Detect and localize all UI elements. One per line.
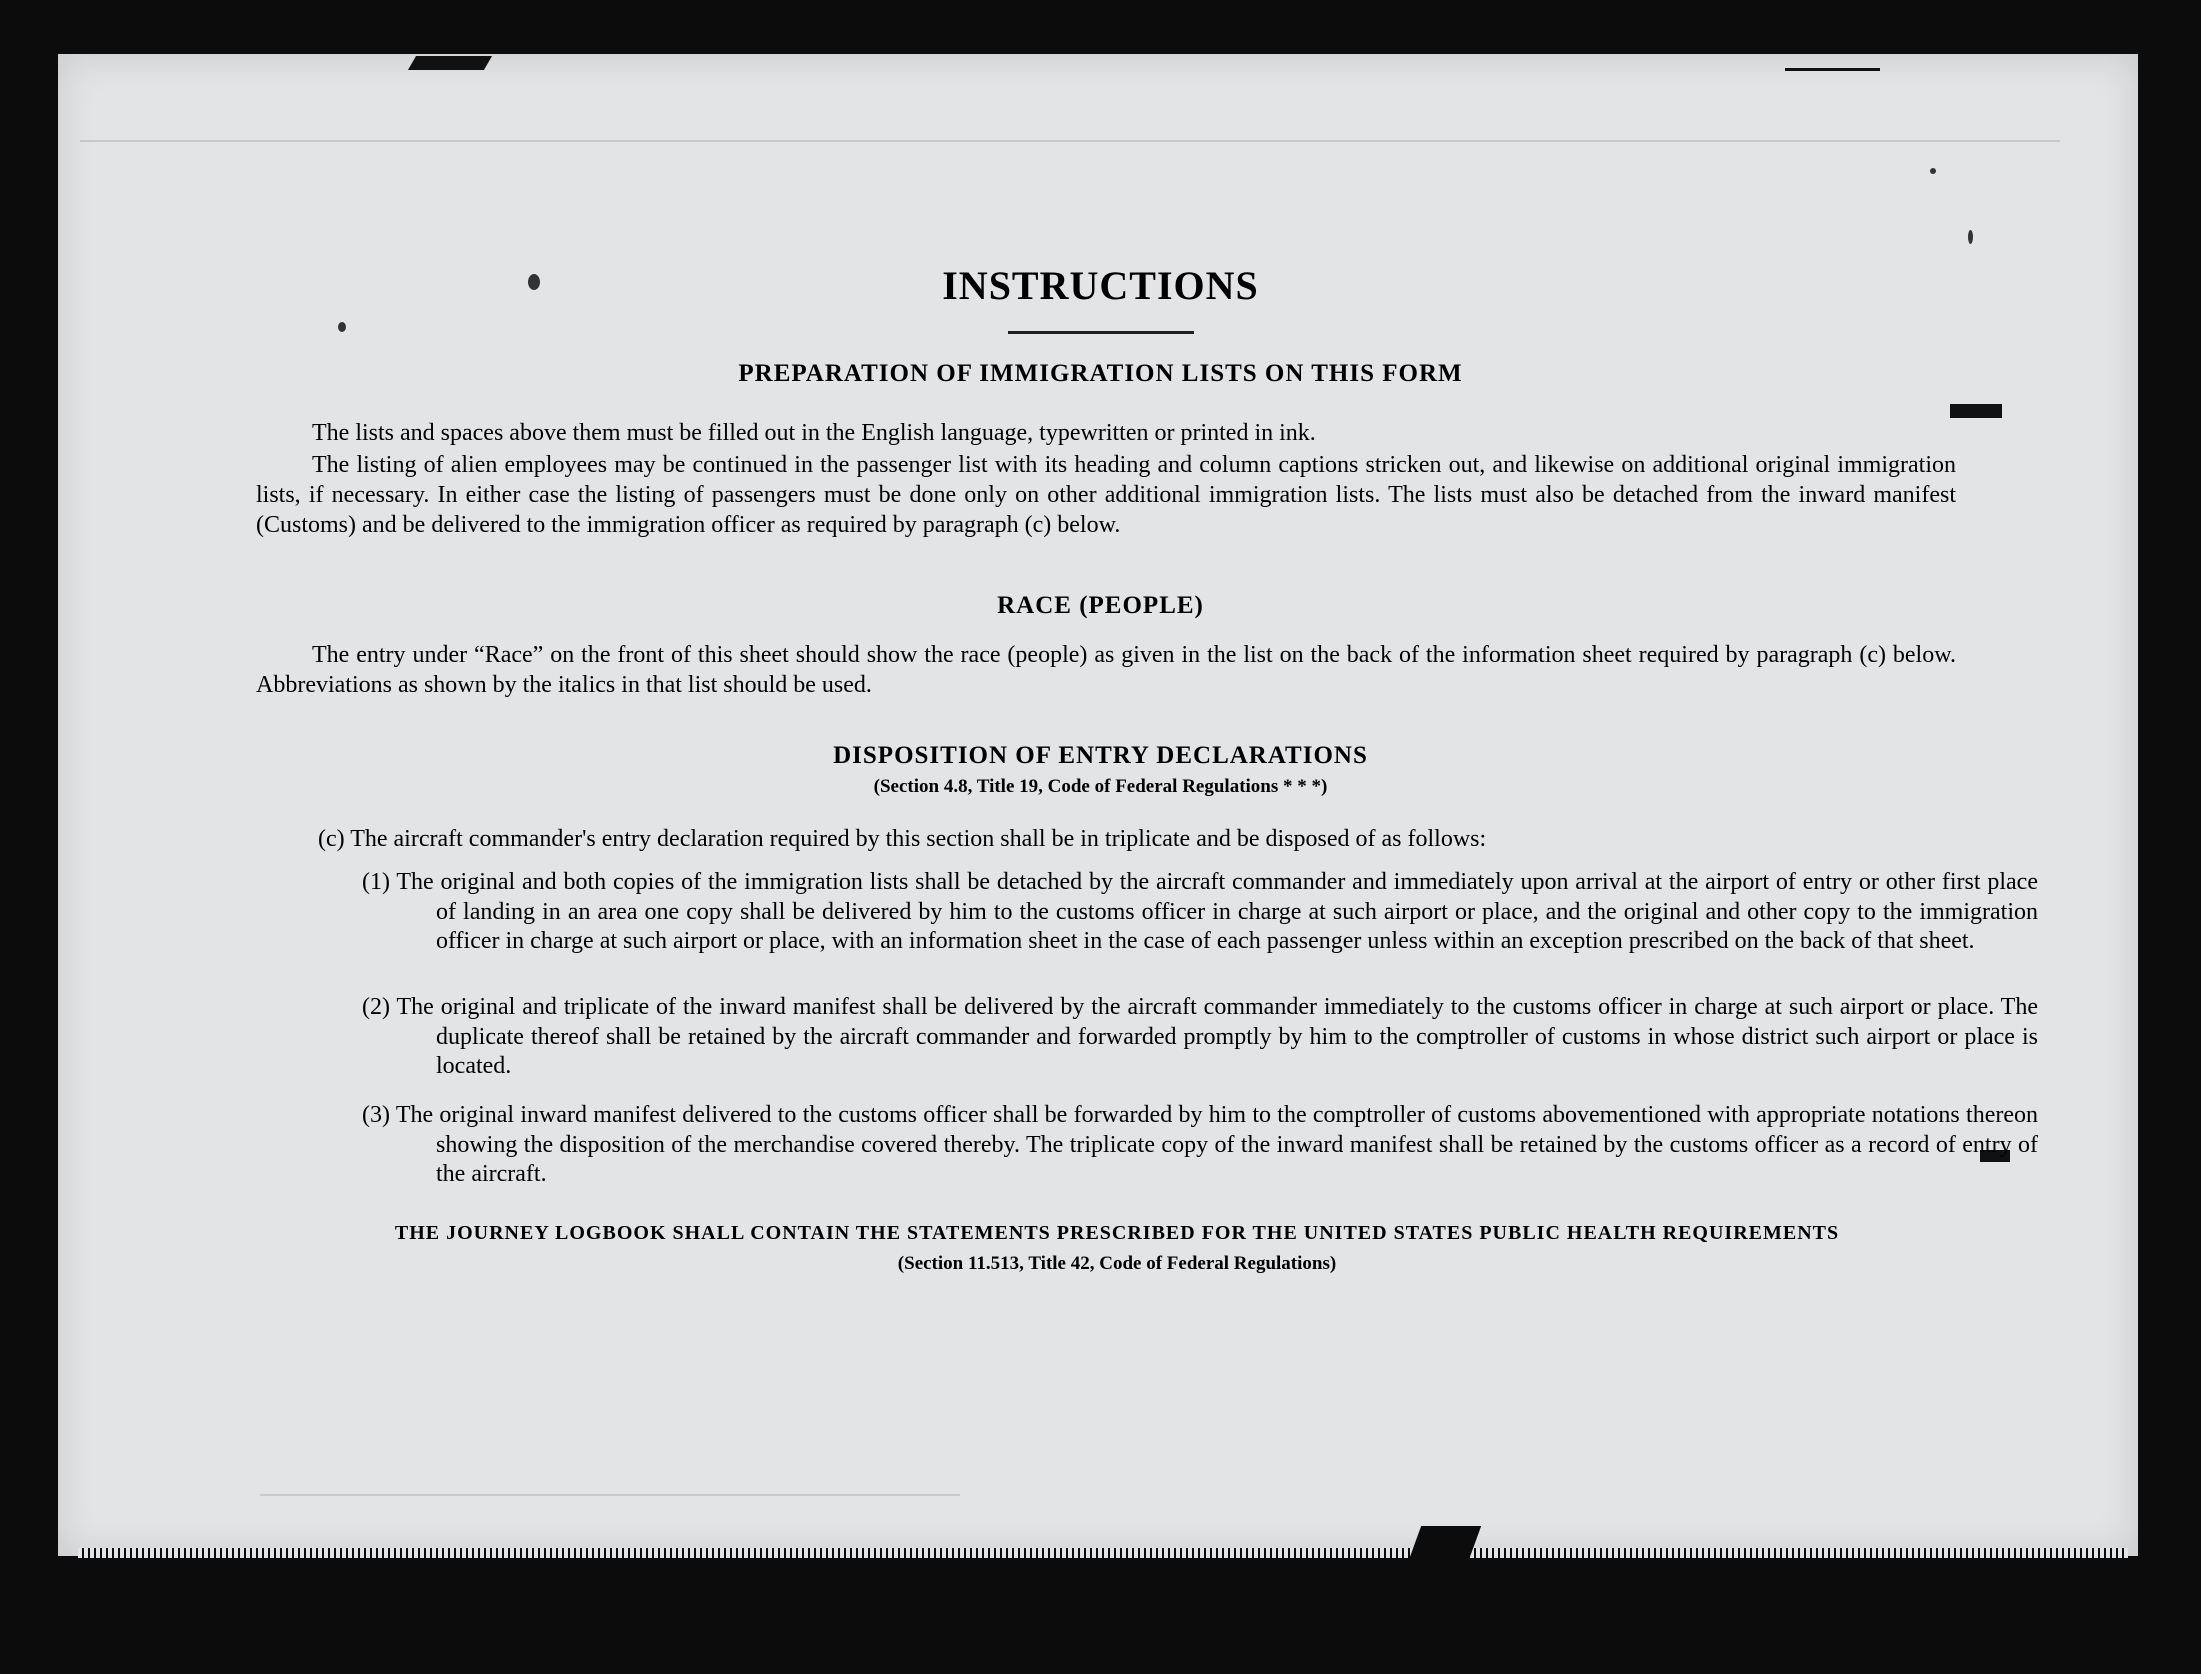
- section-heading-preparation: PREPARATION OF IMMIGRATION LISTS ON THIS FORM: [738, 360, 1463, 387]
- list-item: (2) The original and triplicate of the inward manifest shall be delivered by the aircraft commander immediately to the customs officer in charge at such airport or place. The duplicate thereof shall be retained by the aircraft commander and forwarded promptly by him to the comptroller of customs in whose district such airport or place is located.: [362, 994, 2038, 1079]
- scan-speck: [1930, 168, 1936, 174]
- list-item: (1) The original and both copies of the immigration lists shall be detached by the aircraft commander and immediately upon arrival at the airport of entry or other first place of landing in an area one copy shall be delivered by him to the customs officer in charge at such airport or place, and the original and other copy to the immigration officer in charge at such airport or place, with an information sheet in the case of each passenger unless within an exception prescribed on the back of that sheet.: [362, 869, 2038, 954]
- faint-bleedthrough: [80, 140, 2060, 142]
- section-heading-disposition: DISPOSITION OF ENTRY DECLARATIONS: [833, 742, 1368, 769]
- page-title: INSTRUCTIONS: [942, 263, 1259, 308]
- binding-tab: [1409, 1526, 1481, 1560]
- scan-mark: [408, 56, 492, 70]
- scan-speck: [338, 322, 346, 332]
- paragraph-language: The lists and spaces above them must be filled out in the English language, typewritten or printed in ink.: [312, 420, 1316, 446]
- perforated-edge: [78, 1548, 2128, 1558]
- faint-bleedthrough: [260, 1494, 960, 1496]
- scan-mark: [1785, 68, 1880, 71]
- section-heading-race: RACE (PEOPLE): [997, 592, 1204, 619]
- logbook-notice: THE JOURNEY LOGBOOK SHALL CONTAIN THE STATEMENTS PRESCRIBED FOR THE UNITED STATES PUBLIC HEALTH REQUIREMENTS: [394, 1222, 1840, 1244]
- logbook-citation: (Section 11.513, Title 42, Code of Federal Regulations): [897, 1253, 1337, 1274]
- section-citation: (Section 4.8, Title 19, Code of Federal Regulations * * *): [873, 776, 1328, 797]
- scan-speck: [1968, 230, 1973, 244]
- list-item: (3) The original inward manifest delivered to the customs officer shall be forwarded by him to the comptroller of customs abovementioned with appropriate notations thereon showing the disposition of the merchandise covered thereby. The triplicate copy of the inward manifest shall be retained by the customs officer as a record of entry of the aircraft.: [362, 1102, 2038, 1187]
- paragraph-alien-employees: The listing of alien employees may be continued in the passenger list with its heading and column captions stricken out, and likewise on additional original immigration lists, if necessary. In either case the listing of passengers must be done only on other additional immigration lists. The lists must also be detached from the inward manifest (Customs) and be delivered to the immigration officer as required by paragraph (c) below.: [256, 452, 1956, 538]
- scan-mark: [1950, 404, 2002, 418]
- paragraph-entry-declaration: (c) The aircraft commander's entry declaration required by this section shall be in triplicate and be disposed of as follows:: [318, 826, 1487, 852]
- paragraph-race: The entry under “Race” on the front of this sheet should show the race (people) as given in the list on the back of the information sheet required by paragraph (c) below. Abbreviations as shown by the italics in that list should be used.: [256, 642, 1956, 698]
- title-underline: [1008, 331, 1194, 334]
